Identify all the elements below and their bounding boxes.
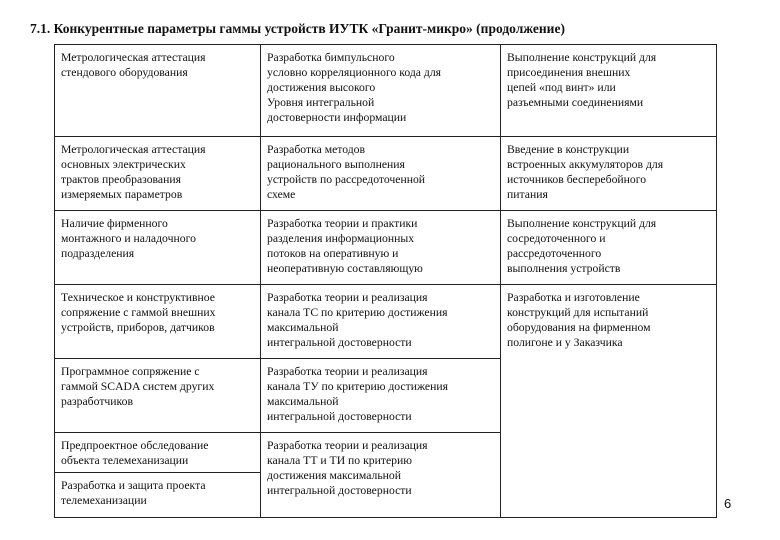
table-cell: Разработка и защита проекта телемеханизации <box>55 473 261 518</box>
table-cell: Введение в конструкции встроенных аккумуляторов для источников бесперебойного питания <box>501 137 717 211</box>
table-cell: Разработка и изготовление конструкций для испытаний оборудования на фирменном полигоне и у Заказчика <box>501 285 717 518</box>
slide-title: 7.1. Конкурентные параметры гаммы устройств ИУТК «Гранит-микро» (продолжение) <box>30 21 565 36</box>
parameters-table <box>54 44 717 518</box>
table-cell: Предпроектное обследование объекта телемеханизации <box>55 433 261 473</box>
page-number: 6 <box>724 496 732 511</box>
table-cell: Разработка бимпульсного условно корреляционного кода для достижения высокого Уровня интегральной достоверности информации <box>261 45 501 137</box>
table-row <box>55 45 717 137</box>
table-cell: Наличие фирменного монтажного и наладочного подразделения <box>55 211 261 285</box>
table-cell: Выполнение конструкций для присоединения внешних цепей «под винт» или разъемными соединениями <box>501 45 717 137</box>
table-cell: Метрологическая аттестация основных электрических трактов преобразования измеряемых параметров <box>55 137 261 211</box>
table-cell: Программное сопряжение с гаммой SCADA систем других разработчиков <box>55 359 261 433</box>
table-cell: Разработка теории и реализация канала ТТ и ТИ по критерию достижения максимальной интегральной достоверности <box>261 433 501 518</box>
table-row <box>55 285 717 359</box>
table-row <box>55 211 717 285</box>
table-row <box>55 137 717 211</box>
table-cell: Разработка методов рационального выполнения устройств по рассредоточенной схеме <box>261 137 501 211</box>
table-cell: Техническое и конструктивное сопряжение с гаммой внешних устройств, приборов, датчиков <box>55 285 261 359</box>
table-cell: Разработка теории и практики разделения информационных потоков на оперативную и неоперативную составляющую <box>261 211 501 285</box>
table-cell: Выполнение конструкций для сосредоточенного и рассредоточенного выполнения устройств <box>501 211 717 285</box>
table-cell: Метрологическая аттестация стендового оборудования <box>55 45 261 137</box>
table-cell: Разработка теории и реализация канала ТС по критерию достижения максимальной интегральной достоверности <box>261 285 501 359</box>
table-cell: Разработка теории и реализация канала ТУ по критерию достижения максимальной интегральной достоверности <box>261 359 501 433</box>
